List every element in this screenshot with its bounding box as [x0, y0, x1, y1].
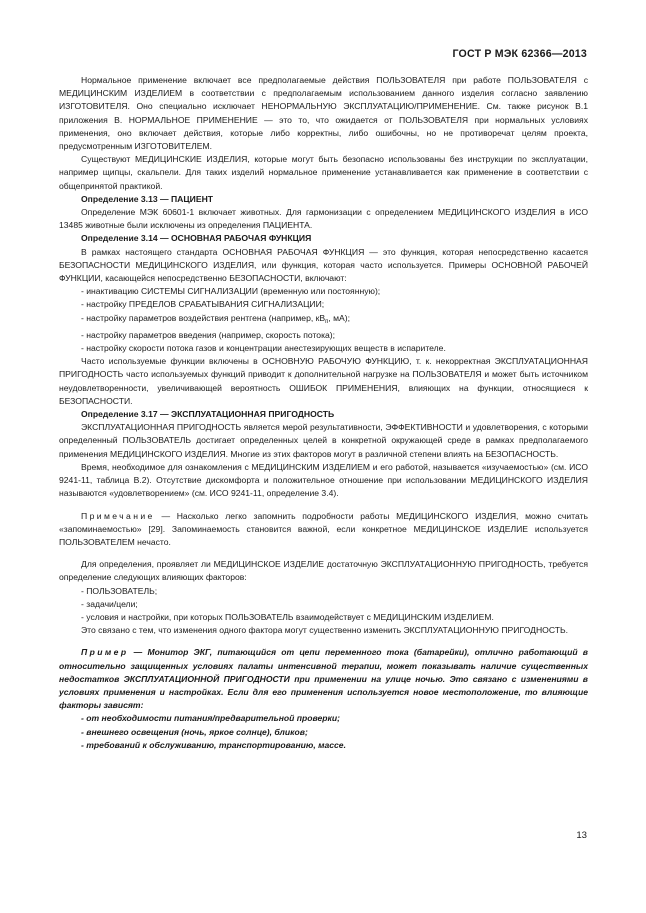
section-heading: Определение 3.14 — ОСНОВНАЯ РАБОЧАЯ ФУНКЦИЯ — [81, 233, 312, 244]
list-item: - настройку ПРЕДЕЛОВ СРАБАТЫВАНИЯ СИГНАЛИЗАЦИИ; — [81, 299, 325, 310]
list-item: - настройку скорости потока газов и концентрации анестезирующих веществ в испарителе. — [81, 343, 446, 354]
paragraph: Существуют МЕДИЦИНСКИЕ ИЗДЕЛИЯ, которые могут быть безопасно использованы без инструкции по эксплуатации, например щипцы, скальпели. Для таких изделий нормальное применение устанавливается как применение в соответствии с общепринятой практикой. — [59, 154, 588, 191]
example-text: — Монитор ЭКГ, питающийся от цепи переменного тока (батарейки), отлично работающий в относительно защищенных условиях палаты интенсивной терапии, может показывать наличие существенных недостатков ЭКСПЛУАТАЦИОННОЙ ПРИГОДНОСТИ при применении на улице ночью. Это связано с изменениями в условиях применения и настройках. Если для его применения используется новое местоположение, то влияющие факторы зависят: — [59, 647, 588, 711]
section-heading: Определение 3.17 — ЭКСПЛУАТАЦИОННАЯ ПРИГОДНОСТЬ — [81, 409, 335, 420]
list-item: - ПОЛЬЗОВАТЕЛЬ; — [81, 585, 158, 596]
note-text: — Насколько легко запомнить подробности работы МЕДИЦИНСКОГО ИЗДЕЛИЯ, можно считать «запоминаемостью» [29]. Запоминаемость становится важной, если конкретное МЕДИЦИНСКОЕ ИЗДЕЛИЕ используется ПОЛЬЗОВАТЕЛЕМ нечасто. — [59, 510, 588, 547]
page-number: 13 — [576, 830, 587, 841]
list-item — [59, 312, 588, 329]
list-item: - внешнего освещения (ночь, яркое солнце), бликов; — [81, 726, 308, 737]
subscript: п — [325, 318, 329, 325]
list-item: - инактивацию СИСТЕМЫ СИГНАЛИЗАЦИИ (временную или постоянную); — [81, 286, 381, 297]
paragraph: Часто используемые функции включены в ОСНОВНУЮ РАБОЧУЮ ФУНКЦИЮ, т. к. некорректная ЭКСПЛУАТАЦИОННАЯ ПРИГОДНОСТЬ часто используемых функций приводит к дополнительной нагрузке на ПОЛЬЗОВАТЕЛЯ и может быть источником неудовлетворенности, увеличивающей вероятность ОШИБОК ПРИМЕНЕНИЯ, влияющих на функции, относящиеся к БЕЗОПАСНОСТИ. — [59, 356, 588, 406]
list-item: - от необходимости питания/предварительной проверки; — [81, 713, 341, 724]
note-label: Примечание — [81, 510, 155, 521]
body-text — [59, 74, 588, 752]
paragraph: ЭКСПЛУАТАЦИОННАЯ ПРИГОДНОСТЬ является мерой результативности, ЭФФЕКТИВНОСТИ и удовлетворения, с которыми определенный ПОЛЬЗОВАТЕЛЬ достигает определенных целей в конкретной окружающей среде в рамках предполагаемого применения МЕДИЦИНСКОГО ИЗДЕЛИЯ. Многие из этих факторов могут в различной степени влиять на БЕЗОПАСНОСТЬ. — [59, 422, 588, 459]
paragraph: Время, необходимое для ознакомления с МЕДИЦИНСКИМ ИЗДЕЛИЕМ и его работой, называется «изучаемостью» (см. ИСО 9241-11, таблица В.2). Отсутствие дискомфорта и положительное отношение при использовании МЕДИЦИНСКОГО ИЗДЕЛИЯ называются «удовлетворением» (см. ИСО 9241-11, определение 3.4). — [59, 461, 588, 499]
list-item-text: - настройку параметров воздействия рентгена (например, кВ — [81, 312, 326, 323]
paragraph: Это связано с тем, что изменения одного фактора могут существенно изменить ЭКСПЛУАТАЦИОННУЮ ПРИГОДНОСТЬ. — [81, 625, 569, 636]
list-item: - настройку параметров введения (например, скорость потока); — [81, 329, 336, 340]
standard-header: ГОСТ Р МЭК 62366—2013 — [452, 48, 587, 60]
list-item: - условия и настройки, при которых ПОЛЬЗОВАТЕЛЬ взаимодействует с МЕДИЦИНСКИМ ИЗДЕЛИЕМ. — [81, 611, 494, 622]
list-item: - требований к обслуживанию, транспортированию, массе. — [81, 739, 346, 750]
paragraph: Определение МЭК 60601-1 включает животных. Для гармонизации с определением МЕДИЦИНСКОГО ИЗДЕЛИЯ в ИСО 13485 животные были исключены из определения ПАЦИЕНТА. — [59, 207, 588, 231]
example-label: Пример — [81, 647, 129, 658]
section-heading: Определение 3.13 — ПАЦИЕНТ — [81, 193, 214, 204]
note — [59, 510, 588, 550]
paragraph: Нормальное применение включает все предполагаемые действия ПОЛЬЗОВАТЕЛЯ при работе ПОЛЬЗОВАТЕЛЯ с МЕДИЦИНСКИМ ИЗДЕЛИЕМ в соответствии с предполагаемым использованием данного изделия согласно заявлению ИЗГОТОВИТЕЛЯ. Оно специально исключает НЕНОРМАЛЬНУЮ ЭКСПЛУАТАЦИЮ/ПРИМЕНЕНИЕ. См. также рисунок В.1 приложения В. НОРМАЛЬНОЕ ПРИМЕНЕНИЕ — это то, что ожидается от ПОЛЬЗОВАТЕЛЯ при нормальных условиях применения, оно включает действия, которые либо корректны, либо ошибочны, но не противоречат целям проекта, предусмотренным ИЗГОТОВИТЕЛЕМ. — [59, 75, 588, 152]
list-item: - задачи/цели; — [81, 598, 138, 609]
example — [59, 646, 588, 712]
paragraph: В рамках настоящего стандарта ОСНОВНАЯ РАБОЧАЯ ФУНКЦИЯ — это функция, которая непосредственно касается БЕЗОПАСНОСТИ МЕДИЦИНСКОГО ИЗДЕЛИЯ, или функция, которая часто используется. Примеры ОСНОВНОЙ РАБОЧЕЙ ФУНКЦИИ, касающейся непосредственно БЕЗОПАСНОСТИ, включают: — [59, 246, 588, 284]
paragraph: Для определения, проявляет ли МЕДИЦИНСКОЕ ИЗДЕЛИЕ достаточную ЭКСПЛУАТАЦИОННУЮ ПРИГОДНОСТЬ, требуется определение следующих влияющих факторов: — [59, 559, 588, 583]
list-item-tail: , мА); — [328, 312, 351, 323]
